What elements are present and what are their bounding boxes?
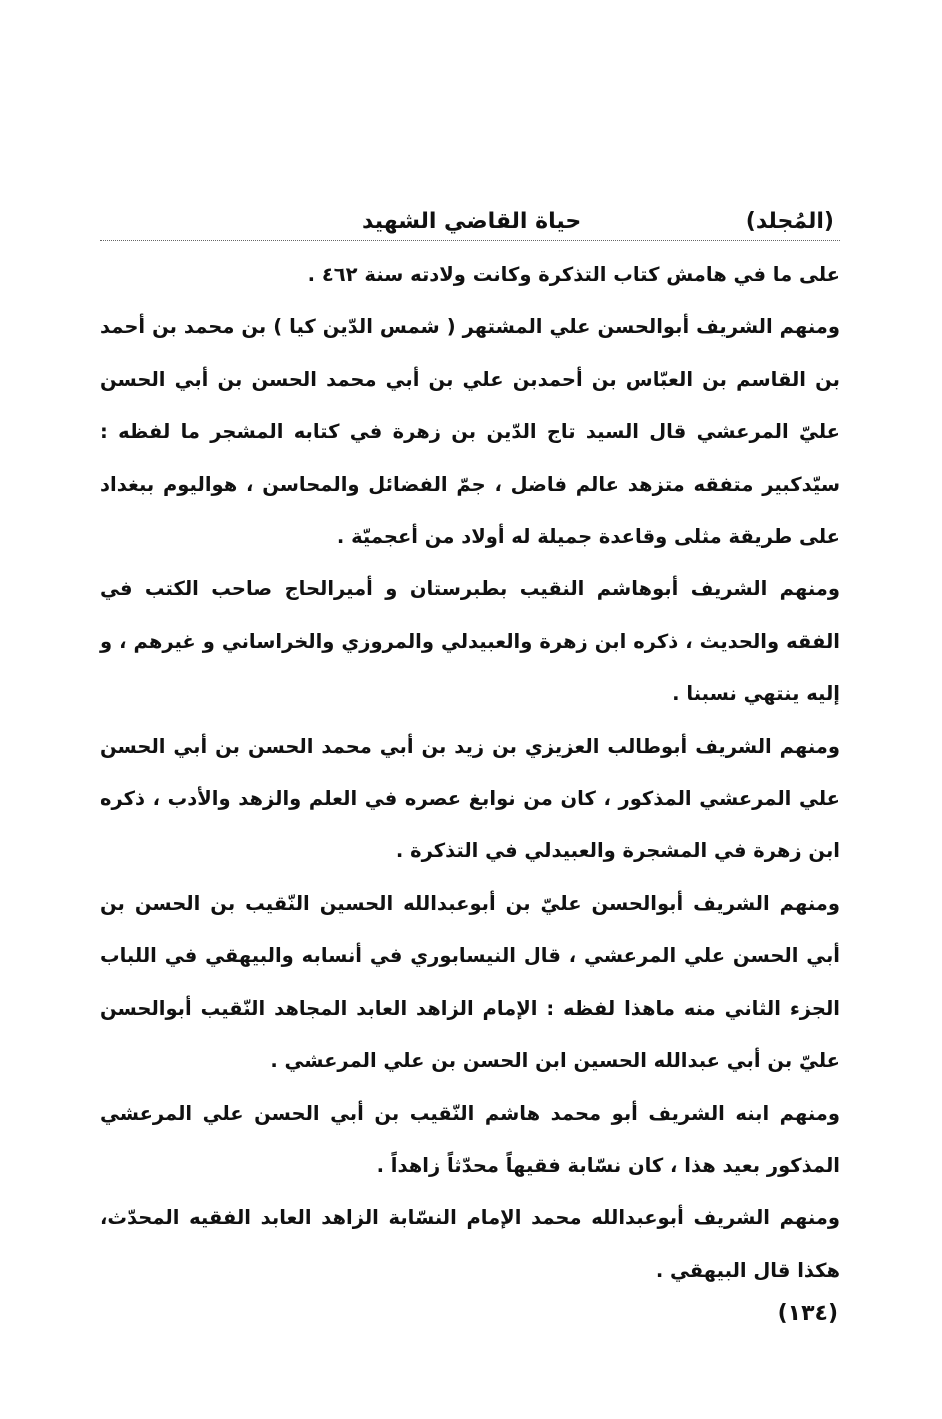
- paragraph: ومنهم الشريف أبوهاشم النقيب بطبرستان و أميرالحاج صاحب الكتب في الفقه والحديث ، ذكره ابن زهرة والعبيدلي والمروزي والخراساني و غيرهم ، و إليه ينتهي نسبنا .: [100, 577, 840, 706]
- body-text: [100, 249, 840, 1297]
- page-number: (١٣٤): [777, 1301, 838, 1327]
- paragraph: ومنهم ابنه الشريف أبو محمد هاشم النّقيب بن أبي الحسن علي المرعشي المذكور بعيد هذا ، كان نسّابة فقيهاً محدّثاً زاهداً .: [100, 1101, 840, 1177]
- running-header: [100, 190, 840, 241]
- running-title: حياة القاضي الشهيد: [362, 209, 582, 234]
- paragraph: على ما في هامش كتاب التذكرة وكانت ولادته سنة ٤٦٢ .: [307, 263, 840, 286]
- volume-label: (المُجلد): [745, 209, 834, 234]
- paragraph: ومنهم الشريف أبوالحسن عليّ بن أبوعبدالله الحسين النّقيب بن الحسن بن أبي الحسن علي المرعشي ، قال النيسابوري في أنسابه والبيهقي في اللباب الجزء الثاني منه ماهذا لفظه : الإمام الزاهد العابد المجاهد النّقيب أبوالحسن عليّ بن أبي عبدالله الحسين ابن الحسن بن علي المرعشي .: [100, 891, 840, 1073]
- paragraph: ومنهم الشريف أبوطالب العزيزي بن زيد بن أبي محمد الحسن بن أبي الحسن علي المرعشي المذكور ، كان من نوابغ عصره في العلم والزهد والأدب ، ذكره ابن زهرة في المشجرة والعبيدلي في التذكرة .: [100, 734, 840, 863]
- paragraph: ومنهم الشريف أبوالحسن علي المشتهر ( شمس الدّين كيا ) بن محمد بن أحمد بن القاسم بن العبّاس بن أحمدبن علي بن أبي محمد الحسن بن أبي الحسن عليّ المرعشي قال السيد تاج الدّين بن زهرة في كتابه المشجر ما لفظه : سيّدكبير متفقه متزهد عالم فاضل ، جمّ الفضائل والمحاسن ، هواليوم ببغداد على طريقة مثلى وقاعدة جميلة له أولاد من أعجميّة .: [100, 315, 840, 549]
- book-page: [100, 190, 840, 1326]
- paragraph: ومنهم الشريف أبوعبدالله محمد الإمام النسّابة الزاهد العابد الفقيه المحدّث، هكذا قال البيهقي .: [100, 1206, 840, 1282]
